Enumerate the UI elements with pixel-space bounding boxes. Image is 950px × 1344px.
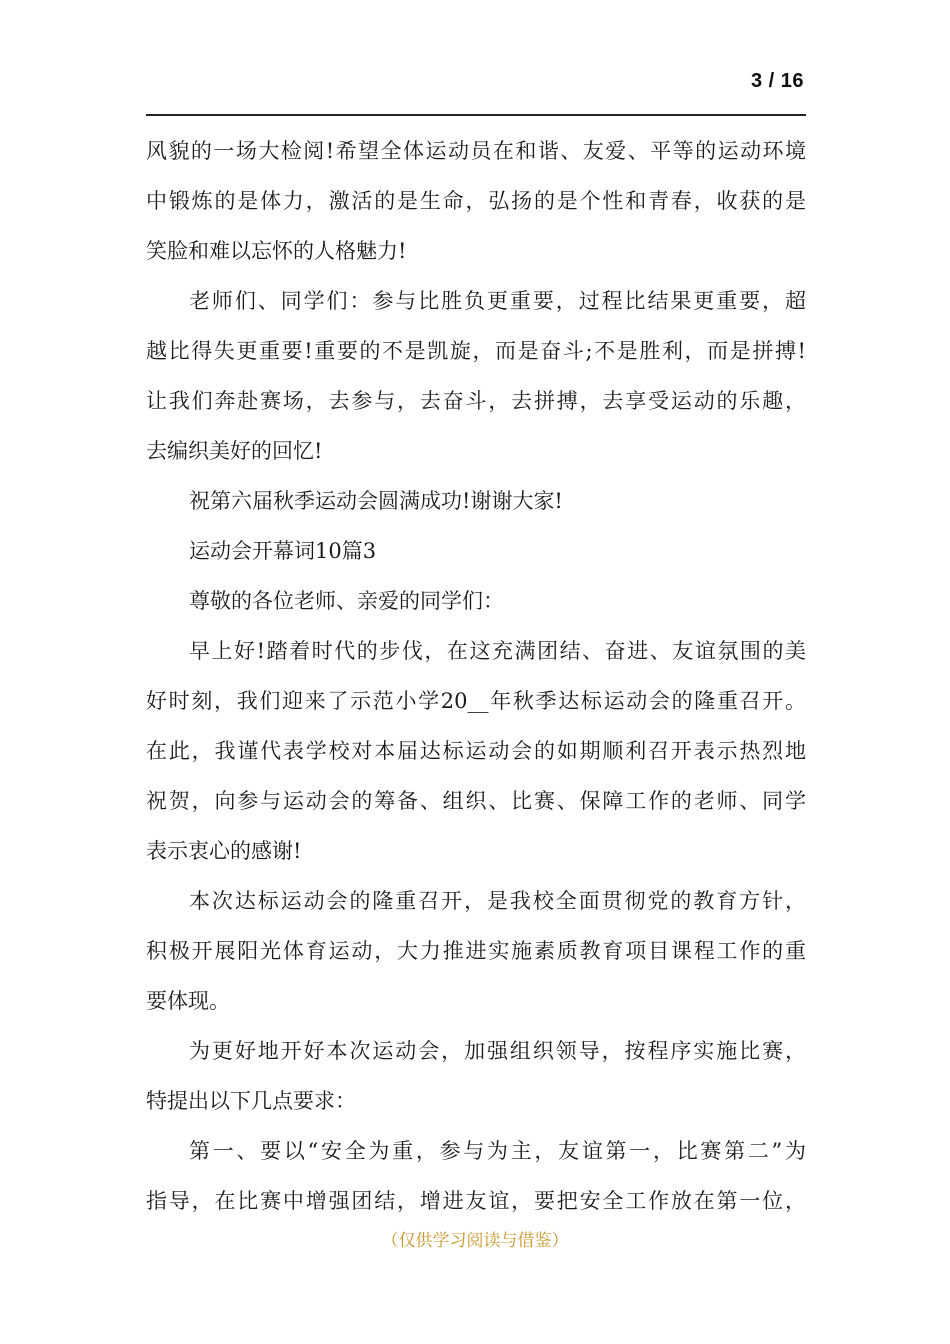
- page-number: 3 / 16: [750, 70, 804, 92]
- footer-note: （仅供学习阅读与借鉴）: [381, 1231, 569, 1251]
- salutation: 尊敬的各位老师、亲爱的同学们：: [189, 589, 504, 613]
- text-line: 特提出以下几点要求：: [146, 1089, 356, 1113]
- text-line: 风貌的一场大检阅!希望全体运动员在和谐、友爱、平等的运动环境: [146, 139, 806, 163]
- text-line: 在此，我谨代表学校对本届达标运动会的如期顺利召开表示热烈地: [146, 739, 806, 763]
- text-line: 祝第六届秋季运动会圆满成功!谢谢大家!: [189, 489, 563, 513]
- section-heading: 运动会开幕词10篇3: [189, 539, 377, 563]
- text-line: 老师们、同学们：参与比胜负更重要，过程比结果更重要，超: [189, 289, 806, 313]
- text-line: 笑脸和难以忘怀的人格魅力!: [146, 239, 407, 263]
- text-line: 早上好!踏着时代的步伐，在这充满团结、奋进、友谊氛围的美: [189, 639, 806, 663]
- header-divider: [146, 114, 806, 116]
- text-line: 表示衷心的感谢!: [146, 839, 302, 863]
- text-line: 要体现。: [146, 989, 230, 1013]
- text-line: 好时刻，我们迎来了示范小学20__年秋季达标运动会的隆重召开。: [146, 689, 806, 713]
- text-line: 让我们奔赴赛场，去参与，去奋斗，去拼搏，去享受运动的乐趣，: [146, 389, 806, 413]
- text-line: 为更好地开好本次运动会，加强组织领导，按程序实施比赛，: [189, 1039, 806, 1063]
- text-line: 积极开展阳光体育运动，大力推进实施素质教育项目课程工作的重: [146, 939, 806, 963]
- text-line: 祝贺，向参与运动会的筹备、组织、比赛、保障工作的老师、同学: [146, 789, 806, 813]
- text-line: 第一、要以“安全为重，参与为主，友谊第一，比赛第二”为: [189, 1139, 806, 1163]
- text-line: 去编织美好的回忆!: [146, 439, 323, 463]
- text-line: 中锻炼的是体力，激活的是生命，弘扬的是个性和青春，收获的是: [146, 189, 806, 213]
- text-line: 指导，在比赛中增强团结，增进友谊，要把安全工作放在第一位，: [146, 1189, 806, 1213]
- text-line: 越比得失更重要!重要的不是凯旋，而是奋斗;不是胜利，而是拼搏!: [146, 339, 806, 363]
- text-line: 本次达标运动会的隆重召开，是我校全面贯彻党的教育方针，: [189, 889, 806, 913]
- document-body: [146, 126, 806, 1226]
